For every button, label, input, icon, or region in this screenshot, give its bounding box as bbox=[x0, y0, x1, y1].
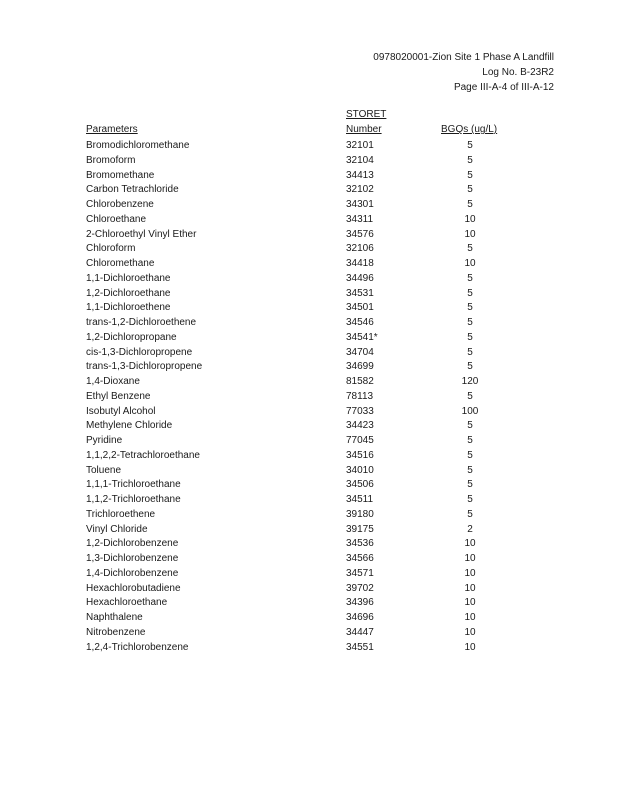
table-row bbox=[86, 523, 526, 538]
table-row bbox=[86, 169, 526, 184]
table-row bbox=[86, 346, 526, 361]
bgq-cell: 5 bbox=[467, 331, 473, 343]
table-row bbox=[86, 596, 526, 611]
storet-cell: 32102 bbox=[346, 184, 374, 196]
parameter-cell: 2-Chloroethyl Vinyl Ether bbox=[86, 228, 197, 240]
parameter-cell: 1,3-Dichlorobenzene bbox=[86, 553, 179, 564]
bgq-cell: 5 bbox=[467, 464, 473, 476]
storet-cell: 34699 bbox=[346, 361, 374, 373]
table-row bbox=[86, 257, 526, 272]
storet-cell: 34531 bbox=[346, 287, 374, 299]
table-row bbox=[86, 567, 526, 582]
bgq-cell: 10 bbox=[464, 612, 476, 623]
table-row bbox=[86, 464, 526, 479]
bgq-cell: 5 bbox=[467, 390, 473, 402]
storet-cell: 81582 bbox=[346, 376, 374, 387]
parameter-cell: 1,1,2-Trichloroethane bbox=[86, 494, 181, 505]
bgq-cell: 5 bbox=[467, 302, 473, 314]
storet-cell: 34551 bbox=[346, 641, 374, 653]
bgq-cell: 5 bbox=[467, 346, 473, 358]
column-header-storet: STORET bbox=[346, 109, 387, 120]
table-row bbox=[86, 331, 526, 346]
parameter-cell: trans-1,2-Dichloroethene bbox=[86, 317, 197, 328]
storet-cell: 34396 bbox=[346, 597, 374, 609]
parameter-cell: Bromomethane bbox=[86, 169, 155, 181]
bgq-cell: 120 bbox=[461, 376, 479, 387]
column-header-bgqs: BGQs (ug/L) bbox=[441, 124, 498, 135]
table-row bbox=[86, 405, 526, 420]
parameter-cell: Toluene bbox=[86, 464, 122, 476]
bgq-cell: 5 bbox=[467, 494, 473, 505]
bgq-cell: 10 bbox=[464, 567, 476, 579]
parameter-cell: 1,2,4-Trichlorobenzene bbox=[86, 641, 189, 653]
parameter-cell: Vinyl Chloride bbox=[86, 523, 148, 535]
parameter-cell: 1,2-Dichlorobenzene bbox=[86, 538, 179, 550]
parameter-cell: Chlorobenzene bbox=[86, 199, 154, 210]
bgq-cell: 2 bbox=[467, 523, 473, 535]
storet-cell: 34536 bbox=[346, 538, 374, 550]
bgq-cell: 10 bbox=[464, 213, 476, 225]
storet-cell: 34413 bbox=[346, 169, 374, 181]
bgq-cell: 10 bbox=[464, 258, 476, 269]
bgq-cell: 5 bbox=[467, 317, 473, 328]
storet-cell: 34576 bbox=[346, 228, 374, 240]
bgq-cell: 5 bbox=[467, 508, 473, 520]
parameter-cell: Chloromethane bbox=[86, 258, 155, 269]
table-row bbox=[86, 154, 526, 169]
parameters-table bbox=[86, 139, 526, 655]
parameter-cell: trans-1,3-Dichloropropene bbox=[86, 361, 203, 373]
parameter-cell: 1,2-Dichloroethane bbox=[86, 287, 171, 299]
table-row bbox=[86, 537, 526, 552]
storet-cell: 34423 bbox=[346, 420, 374, 432]
storet-cell: 39175 bbox=[346, 523, 374, 535]
storet-cell: 34311 bbox=[346, 213, 374, 225]
bgq-cell: 5 bbox=[467, 272, 473, 284]
parameter-cell: 1,1-Dichloroethane bbox=[86, 272, 171, 284]
parameter-cell: Methylene Chloride bbox=[86, 420, 173, 432]
storet-cell: 77045 bbox=[346, 435, 374, 446]
storet-cell: 32101 bbox=[346, 140, 374, 151]
parameter-cell: Nitrobenzene bbox=[86, 626, 146, 638]
storet-cell: 39180 bbox=[346, 508, 374, 520]
storet-cell: 34696 bbox=[346, 612, 374, 623]
bgq-cell: 10 bbox=[464, 641, 476, 653]
table-row bbox=[86, 198, 526, 213]
page-header bbox=[373, 50, 554, 95]
storet-cell: 34301 bbox=[346, 199, 374, 210]
table-row bbox=[86, 316, 526, 331]
table-row bbox=[86, 449, 526, 464]
table-row bbox=[86, 287, 526, 302]
bgq-cell: 5 bbox=[467, 287, 473, 299]
table-row bbox=[86, 419, 526, 434]
storet-cell: 78113 bbox=[346, 390, 374, 402]
bgq-cell: 5 bbox=[467, 420, 473, 432]
bgq-cell: 5 bbox=[467, 449, 473, 461]
bgq-cell: 5 bbox=[467, 435, 473, 446]
storet-cell: 34541* bbox=[346, 331, 378, 343]
column-header-number: Number bbox=[346, 124, 382, 135]
table-row bbox=[86, 272, 526, 287]
bgq-cell: 10 bbox=[464, 582, 476, 594]
bgq-cell: 5 bbox=[467, 154, 473, 166]
parameter-cell: Ethyl Benzene bbox=[86, 390, 151, 402]
parameter-cell: Chloroethane bbox=[86, 213, 147, 225]
parameter-cell: 1,1,2,2-Tetrachloroethane bbox=[86, 449, 200, 461]
parameter-cell: cis-1,3-Dichloropropene bbox=[86, 346, 193, 358]
parameter-cell: Hexachloroethane bbox=[86, 597, 168, 609]
storet-cell: 34516 bbox=[346, 449, 374, 461]
parameter-cell: 1,4-Dioxane bbox=[86, 376, 140, 387]
parameter-cell: 1,1,1-Trichloroethane bbox=[86, 479, 181, 491]
bgq-cell: 5 bbox=[467, 169, 473, 181]
bgq-cell: 10 bbox=[464, 553, 476, 564]
storet-cell: 34447 bbox=[346, 626, 374, 638]
bgq-cell: 5 bbox=[467, 479, 473, 491]
parameter-cell: Carbon Tetrachloride bbox=[86, 184, 179, 196]
table-row bbox=[86, 552, 526, 567]
log-number: Log No. B-23R2 bbox=[482, 67, 554, 78]
table-row bbox=[86, 360, 526, 375]
bgq-cell: 5 bbox=[467, 184, 473, 196]
storet-cell: 34566 bbox=[346, 553, 374, 564]
table-row bbox=[86, 611, 526, 626]
parameter-cell: Pyridine bbox=[86, 435, 123, 446]
bgq-cell: 10 bbox=[464, 626, 476, 638]
table-row bbox=[86, 641, 526, 656]
storet-cell: 34010 bbox=[346, 464, 374, 476]
table-row bbox=[86, 228, 526, 243]
storet-cell: 39702 bbox=[346, 582, 374, 594]
table-row bbox=[86, 139, 526, 154]
storet-cell: 77033 bbox=[346, 405, 374, 417]
table-row bbox=[86, 183, 526, 198]
bgq-cell: 100 bbox=[461, 405, 479, 417]
table-row bbox=[86, 375, 526, 390]
bgq-cell: 5 bbox=[467, 140, 473, 151]
column-header-parameters: Parameters bbox=[86, 124, 138, 135]
table-row bbox=[86, 390, 526, 405]
table-row bbox=[86, 508, 526, 523]
table-row bbox=[86, 434, 526, 449]
parameter-cell: Bromodichloromethane bbox=[86, 140, 190, 151]
parameter-cell: Chloroform bbox=[86, 243, 136, 255]
storet-cell: 34506 bbox=[346, 479, 374, 491]
parameter-cell: 1,2-Dichloropropane bbox=[86, 331, 177, 343]
parameter-cell: Bromoform bbox=[86, 154, 136, 166]
parameter-cell: 1,1-Dichloroethene bbox=[86, 302, 171, 314]
bgq-cell: 10 bbox=[464, 538, 476, 550]
table-row bbox=[86, 493, 526, 508]
page-number: Page III-A-4 of III-A-12 bbox=[453, 82, 554, 93]
parameter-cell: Trichloroethene bbox=[86, 508, 156, 520]
site-title: 0978020001-Zion Site 1 Phase A Landfill bbox=[373, 52, 554, 63]
storet-cell: 34571 bbox=[346, 567, 374, 579]
table-row bbox=[86, 626, 526, 641]
storet-cell: 34496 bbox=[346, 272, 374, 284]
bgq-cell: 5 bbox=[467, 199, 473, 210]
storet-cell: 34511 bbox=[346, 494, 374, 505]
storet-cell: 34546 bbox=[346, 317, 374, 328]
bgq-cell: 5 bbox=[467, 243, 473, 255]
storet-cell: 34418 bbox=[346, 258, 374, 269]
table-row bbox=[86, 301, 526, 316]
bgq-cell: 10 bbox=[464, 597, 476, 609]
parameter-cell: Hexachlorobutadiene bbox=[86, 582, 181, 594]
storet-cell: 34501 bbox=[346, 302, 374, 314]
table-row bbox=[86, 582, 526, 597]
table-row bbox=[86, 213, 526, 228]
parameter-cell: Isobutyl Alcohol bbox=[86, 405, 156, 417]
storet-cell: 34704 bbox=[346, 346, 374, 358]
table-row bbox=[86, 242, 526, 257]
parameter-cell: 1,4-Dichlorobenzene bbox=[86, 567, 179, 579]
storet-cell: 32104 bbox=[346, 154, 374, 166]
parameter-cell: Naphthalene bbox=[86, 612, 143, 623]
storet-cell: 32106 bbox=[346, 243, 374, 255]
bgq-cell: 5 bbox=[467, 361, 473, 373]
table-row bbox=[86, 478, 526, 493]
bgq-cell: 10 bbox=[464, 228, 476, 240]
